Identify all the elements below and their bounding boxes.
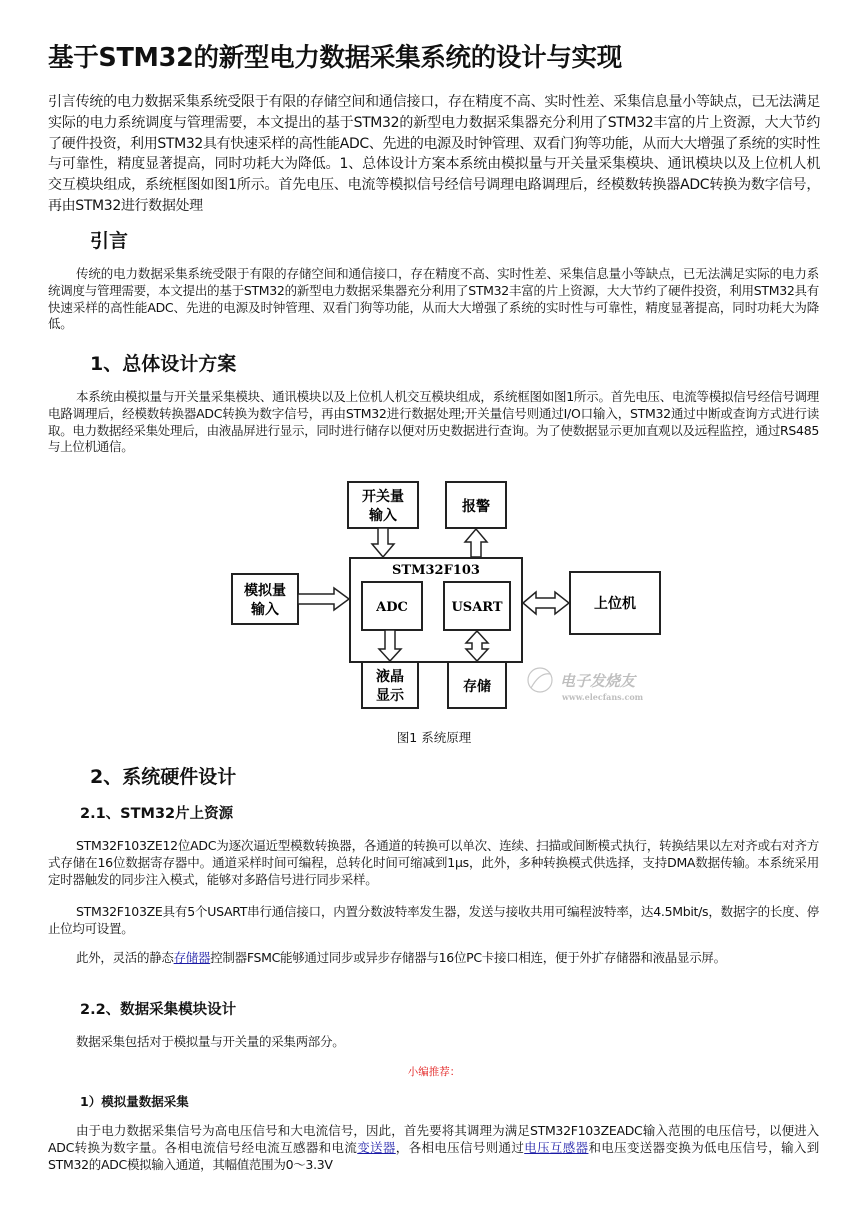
analog-text-b: ，各相电压信号则通过	[395, 1139, 525, 1155]
arrow-analog-to-mcu	[298, 588, 349, 610]
usart-label: USART	[451, 600, 503, 615]
host-computer-block	[570, 572, 660, 634]
heading-hardware-design: 2、系统硬件设计	[90, 766, 237, 788]
arrow-mcu-host	[523, 592, 569, 614]
stm32-fsmc-paragraph	[48, 950, 819, 967]
analog-input-label-2: 输入	[251, 602, 279, 618]
transmitter-link[interactable]: 变送器	[357, 1139, 396, 1155]
editor-recommend-label: 小编推荐：	[407, 1066, 461, 1078]
heading-analog-acquisition: 1）模拟量数据采集	[80, 1094, 189, 1109]
figure-caption: 图1 系统原理	[396, 730, 472, 745]
elecfans-watermark	[528, 668, 644, 702]
voltage-transformer-link[interactable]: 电压互感器	[524, 1139, 589, 1155]
switch-input-label-2: 输入	[369, 508, 397, 524]
heading-data-acquisition: 2.2、数据采集模块设计	[80, 1002, 237, 1018]
switch-input-block	[348, 482, 418, 528]
overall-design-paragraph: 本系统由模拟量与开关量采集模块、通讯模块以及上位机人机交互模块组成，系统框图如图1所示。首先电压、电流等模拟信号经信号调理电路调理后，经模数转换器ADC转换为数字信号，再由STM32进行数据处理;开关量信号则通过I/O口输入，STM32通过中断或查询方式进行读取。电力数据经采集处理后，由液晶屏进行显示，同时进行储存以便对历史数据进行查询。为了使数据显示更加直观以及远程监控，通过RS485与上位机通信。	[48, 389, 819, 455]
system-block-diagram	[228, 476, 668, 716]
memory-link[interactable]: 存储器	[173, 950, 211, 965]
analog-text-c: 和电压变送器变换为低电压信号，输入到STM32的ADC模拟输入通道，其幅值范围为0～3.3V	[48, 1139, 820, 1172]
host-computer-label: 上位机	[594, 596, 636, 612]
storage-block	[448, 662, 506, 708]
arrow-mcu-to-alarm	[465, 529, 487, 557]
analog-input-label-1: 模拟量	[244, 583, 286, 599]
lcd-label-1: 液晶	[376, 669, 404, 685]
heading-intro: 引言	[90, 230, 129, 252]
mcu-block	[350, 558, 522, 662]
heading-stm32-resources: 2.1、STM32片上资源	[80, 806, 234, 822]
switch-input-label-1: 开关量	[362, 489, 404, 505]
document-title: 基于STM32的新型电力数据采集系统的设计与实现	[48, 43, 622, 73]
data-acquisition-paragraph: 数据采集包括对于模拟量与开关量的采集两部分。	[76, 1034, 345, 1049]
fsmc-text-before: 此外，灵活的静态	[76, 950, 174, 965]
alarm-block	[446, 482, 506, 528]
adc-label: ADC	[376, 600, 408, 615]
arrow-switch-to-mcu	[372, 528, 394, 557]
stm32-usart-paragraph: STM32F103ZE具有5个USART串行通信接口，内置分数波特率发生器，发送与接收共用可编程波特率，达4.5Mbit/s，数据字的长度、停止位均可设置。	[48, 904, 819, 936]
lcd-label-2: 显示	[376, 688, 404, 704]
intro-paragraph: 传统的电力数据采集系统受限于有限的存储空间和通信接口，存在精度不高、实时性差、采集信息量小等缺点，已无法满足实际的电力系统调度与管理需要，本文提出的基于STM32的新型电力数据采集器充分利用了STM32丰富的片上资源，大大节约了硬件投资，利用STM32具有快速采样的高性能ADC、先进的电源及时钟管理、双看门狗等功能，从而大大增强了系统的实时性与可靠性，精度显著提高，同时功耗大为降低。	[48, 266, 819, 332]
mcu-label: STM32F103	[392, 563, 480, 578]
heading-overall-design: 1、总体设计方案	[90, 353, 237, 375]
watermark-logo-text: 电子发烧友	[560, 672, 636, 690]
abstract-text: 引言传统的电力数据采集系统受限于有限的存储空间和通信接口，存在精度不高、实时性差、采集信息量小等缺点，已无法满足实际的电力系统调度与管理需要，本文提出的基于STM32的新型电力数据采集器充分利用了STM32丰富的片上资源，大大节约了硬件投资，利用STM32具有快速采样的高性能ADC、先进的电源及时钟管理、双看门狗等功能，从而大大增强了系统的实时性与可靠性，精度显著提高，同时功耗大为降低。1、总体设计方案本系统由模拟量与开关量采集模块、通讯模块以及上位机人机交互模块组成，系统框图如图1所示。首先电压、电流等模拟信号经信号调理电路调理后，经模数转换器ADC转换为数字信号，再由STM32进行数据处理	[48, 94, 820, 214]
watermark-url: www.elecfans.com	[562, 692, 644, 702]
storage-label: 存储	[463, 679, 491, 695]
analog-acquisition-paragraph	[48, 1123, 819, 1173]
analog-input-block	[232, 574, 298, 624]
alarm-label: 报警	[462, 499, 490, 515]
stm32-adc-paragraph: STM32F103ZE12位ADC为逐次逼近型模数转换器，各通道的转换可以单次、连续、扫描或间断模式执行，转换结果以左对齐或右对齐方式存储在16位数据寄存器中。通道采样时间可编程，总转化时间可缩减到1μs，此外，多种转换模式供选择，支持DMA数据传输。本系统采用定时器触发的同步注入模式，能够对多路信号进行同步采样。	[48, 838, 819, 887]
fsmc-text-after: 控制器FSMC能够通过同步或异步存储器与16位PC卡接口相连，便于外扩存储器和液晶显示屏。	[210, 950, 726, 965]
lcd-display-block	[362, 662, 418, 708]
analog-text-a: 由于电力数据采集信号为高电压信号和大电流信号，因此，首先要将其调理为满足STM32F103ZEADC输入范围的电压信号，以便进入ADC转换为数字量。各相电流信号经电流互感器和电流	[48, 1123, 819, 1155]
